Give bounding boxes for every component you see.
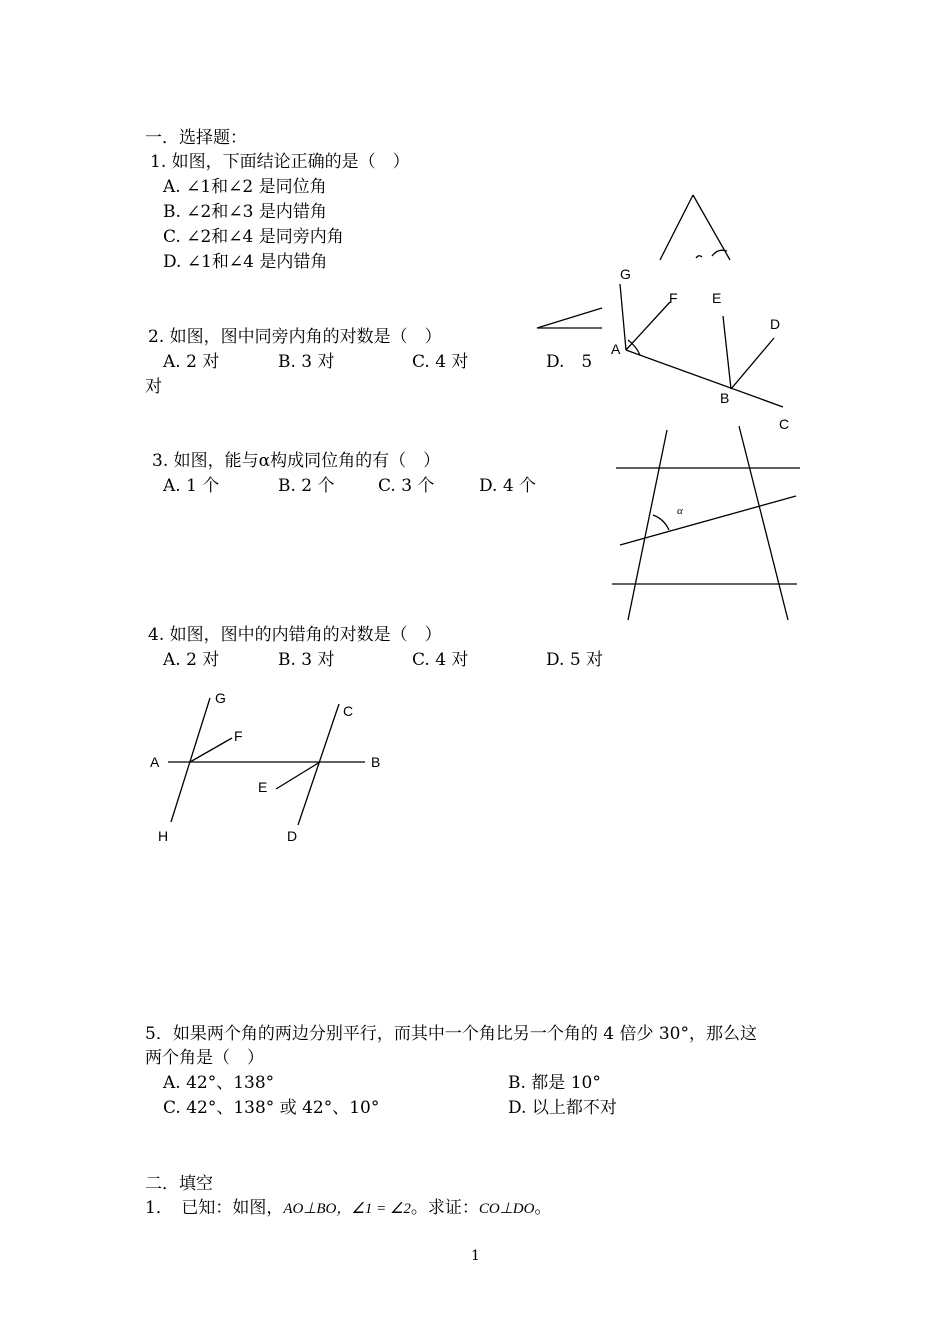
q4-option-d: D. 5 对 xyxy=(546,650,604,670)
q5-option-a: A. 42°、138° xyxy=(163,1073,275,1093)
q2-figure-line-ag xyxy=(620,284,626,350)
q4-option-c: C. 4 对 xyxy=(412,650,469,670)
page-number: 1 xyxy=(471,1248,480,1264)
q4-label-e: E xyxy=(258,779,268,795)
q4-label-g: G xyxy=(215,690,226,706)
q2-figure-left-segment xyxy=(537,308,602,328)
section2-q1-prove: CO⊥DO xyxy=(478,1201,535,1217)
q4-figure-line-cd xyxy=(298,704,339,825)
q5-option-b: B. 都是 10° xyxy=(508,1073,601,1093)
q1-stem: 1. 如图，下面结论正确的是（ ） xyxy=(150,152,410,172)
q3-option-c: C. 3 个 xyxy=(378,476,435,496)
q3-figure-transversal xyxy=(620,496,796,545)
q2-figure-line-af xyxy=(626,302,670,350)
q3-figure xyxy=(612,426,800,620)
q4-option-b: B. 3 对 xyxy=(278,650,335,670)
q3-label-alpha: α xyxy=(677,505,683,517)
q4-label-c: C xyxy=(343,703,354,719)
q5-stem-line2: 两个角是（ ） xyxy=(145,1048,264,1068)
section2-q1-given: AO⊥BO，∠1 = ∠2 xyxy=(283,1201,411,1217)
q2-label-g: G xyxy=(620,266,631,282)
q4-label-b: B xyxy=(371,754,381,770)
q2-option-d-wrap: 对 xyxy=(145,377,162,397)
q4-stem: 4. 如图，图中的内错角的对数是（ ） xyxy=(148,625,442,645)
q4-figure xyxy=(168,698,365,825)
q5-stem-line1: 5．如果两个角的两边分别平行，而其中一个角比另一个角的 4 倍少 30°，那么这 xyxy=(145,1024,757,1044)
q3-figure-right-line xyxy=(739,426,788,620)
q3-figure-alpha-arc xyxy=(653,515,669,530)
q1-option-d: D. ∠1和∠4 是内错角 xyxy=(163,252,328,272)
q1-option-b: B. ∠2和∠3 是内错角 xyxy=(163,202,327,222)
q2-stem: 2. 如图，图中同旁内角的对数是（ ） xyxy=(148,327,442,347)
q5-option-d: D. 以上都不对 xyxy=(508,1098,617,1118)
section2-q1-mid: 。求证： xyxy=(410,1198,479,1218)
q3-option-d: D. 4 个 xyxy=(479,476,537,496)
q1-figure-angle-mark xyxy=(696,256,702,258)
section2-q1-end: 。 xyxy=(534,1198,552,1218)
q2-label-b: B xyxy=(720,390,730,406)
section1-heading: 一．选择题： xyxy=(145,128,247,148)
q4-option-a: A. 2 对 xyxy=(163,650,220,670)
q1-option-c: C. ∠2和∠4 是同旁内角 xyxy=(163,227,344,247)
q5-option-c: C. 42°、138° 或 42°、10° xyxy=(163,1098,380,1118)
q2-label-c: C xyxy=(779,416,790,432)
q2-option-d: D. 5 xyxy=(546,352,593,372)
section2-heading: 二．填空 xyxy=(145,1174,213,1194)
q2-option-c: C. 4 对 xyxy=(412,352,469,372)
q2-label-f: F xyxy=(669,290,678,306)
q3-option-b: B. 2 个 xyxy=(278,476,335,496)
section2-q1-prefix: 1． 已知：如图， xyxy=(145,1198,284,1218)
q2-figure-line-ac xyxy=(626,350,783,407)
q3-option-a: A. 1 个 xyxy=(163,476,220,496)
q4-label-d: D xyxy=(287,828,298,844)
q1-figure-angle-arc xyxy=(712,250,727,256)
q4-label-f: F xyxy=(234,728,243,744)
q3-stem: 3. 如图，能与α构成同位角的有（ ） xyxy=(152,451,441,471)
q2-label-a: A xyxy=(611,341,621,357)
q1-option-a: A. ∠1和∠2 是同位角 xyxy=(163,177,327,197)
q1-figure xyxy=(660,195,730,260)
q4-figure-line-gh xyxy=(171,698,210,822)
q3-figure-left-line xyxy=(628,430,667,620)
q1-figure-left-line xyxy=(660,195,693,260)
q4-label-a: A xyxy=(150,754,160,770)
q4-figure-line-e xyxy=(276,762,320,789)
q2-figure-line-be xyxy=(723,316,731,389)
q2-label-e: E xyxy=(712,290,722,306)
q2-figure xyxy=(537,284,783,407)
q2-label-d: D xyxy=(770,316,781,332)
q2-option-b: B. 3 对 xyxy=(278,352,335,372)
q2-option-a: A. 2 对 xyxy=(163,352,220,372)
q4-label-h: H xyxy=(158,828,169,844)
q2-figure-line-bd xyxy=(731,338,774,389)
